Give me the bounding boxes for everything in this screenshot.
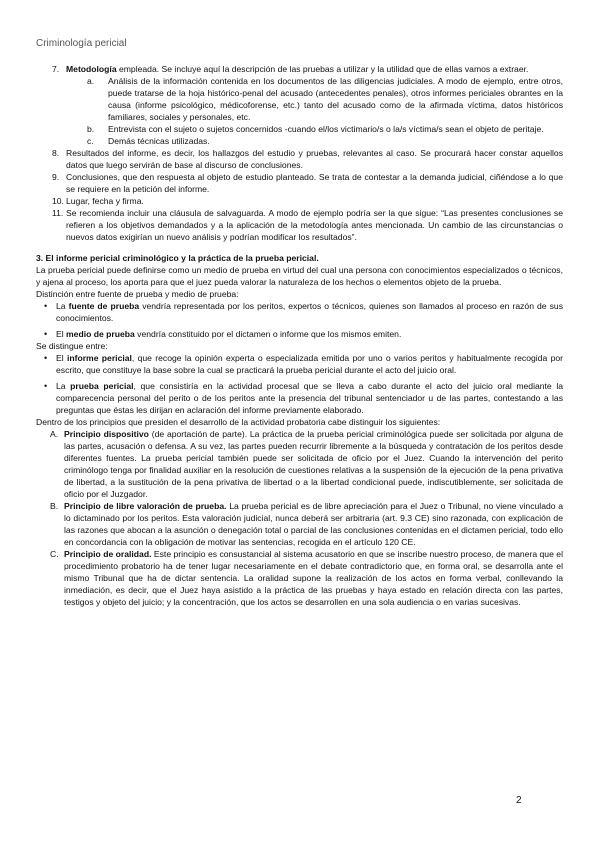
principles-intro: Dentro de los principios que presiden el desarrollo de la actividad probatoria cabe distinguir los siguientes:: [36, 417, 441, 427]
distinguish-text: Se distingue entre:: [36, 341, 108, 351]
list-item-9: 9. Conclusiones, que den respuesta al objeto de estudio planteado. Se trata de contestar a la demanda judicial, ciñéndose a lo que se requiere en la petición del informe.: [52, 172, 563, 194]
page-content: [36, 63, 563, 608]
sub-item-c: c. Demás técnicas utilizadas.: [87, 135, 563, 147]
distinction-text: Distinción entre fuente de prueba y medio de prueba:: [36, 289, 239, 299]
bullet-item: • La fuente de prueba vendría representada por los peritos, expertos o técnicos, quienes son llamados al proceso en razón de sus conocimientos.: [44, 301, 563, 323]
list-item-bold: Metodología: [66, 64, 117, 74]
list-item-text: empleada. Se incluye aquí la descripción de las pruebas a utilizar y la utilidad que de ellas vamos a extraer.: [116, 64, 529, 74]
list-item-10: 10. Lugar, fecha y firma.: [36, 195, 563, 207]
sub-item-text: Entrevista con el sujeto o sujetos concernidos -cuando el/los victimario/s o la/s víctima/s sean el objeto de peritaje.: [108, 124, 544, 134]
section-heading: 3. El informe pericial criminológico y la práctica de la prueba pericial.: [36, 253, 319, 263]
list-item-7: [36, 63, 563, 75]
bullet-item: • El medio de prueba vendría constituido por el dictamen o informe que los mismos emiten.: [44, 329, 402, 339]
page-number: 2: [516, 795, 522, 806]
list-number: 7.: [52, 64, 60, 74]
bullet-item: • El informe pericial, que recoge la opinión experta o especializada emitida por uno o varios peritos y habitualmente recogida por escrito, que constituye la base sobre la cual se practicará la prueba pericial durante el acto del juicio oral.: [44, 353, 563, 375]
bullet-icon: •: [44, 353, 48, 363]
bullet-item: • La prueba pericial, que consistiría en la actividad procesal que se lleva a cabo durante el acto del juicio oral mediante la comparecencia personal del perito o de los peritos ante la presencia del tribunal sentenciador u de las partes, contestando a las preguntas que éstas les dirijan en aclaración del informe previamente elaborado.: [44, 381, 564, 415]
sub-item-b: b. Entrevista con el sujeto o sujetos concernidos -cuando el/los victimario/s o la/s víctima/s sean el objeto de peritaje.: [87, 123, 563, 135]
principle-b: B. Principio de libre valoración de prueba. La prueba pericial es de libre apreciación para el Juez o Tribunal, no viene vinculado a lo dictaminado por los peritos. Esta valoración judicial, nunca deberá ser arbitraria (art. 9.3 CE) sino razonada, con explicación de las razones que abocan a la asunción o denegación total o parcial de las conclusiones contenidas en el dictamen pericial, todo ello en concordancia con la obligación de motivar las sentencias, recogida en el artículo 120 CE.: [50, 501, 564, 547]
list-item-8: 8. Resultados del informe, es decir, los hallazgos del estudio y pruebas, relevantes al caso. Se procurará hacer constar aquellos datos que luego servirán de base al discurso de conclusiones.: [52, 148, 563, 170]
bullet-icon: •: [44, 329, 48, 339]
section-intro: La prueba pericial puede definirse como un medio de prueba en virtud del cual una persona con conocimientos especializados o técnicos, y ajena al proceso, los aporta para que el juez pueda valorar la naturaleza de los hechos o elementos objeto de la prueba.: [36, 265, 563, 287]
list-item-text: Se recomienda incluir una cláusula de salvaguarda. A modo de ejemplo podría ser la que sigue: “Las presentes conclusiones se refieren a los objetivos demandados y a la aplicación de la metodología antes mencionada. Un cambio de las circunstancias o nuevos datos exigirían un nuevo análisis y podrían modificar los resultados”.: [66, 208, 563, 242]
running-header: Criminología pericial: [36, 38, 127, 49]
bullet-icon: •: [44, 301, 48, 311]
sub-item-a: a. Análisis de la información contenida en los documentos de las diligencias judiciales. A modo de ejemplo, entre otros, puede tratarse de la hoja histórico-penal del acusado (antecedentes penales), otros informes periciales obrantes en la causa (informe psicológico, médicoforense, etc.) tanto del acusado como de la afirmada víctima, datos históricos familiares, sociales y personales, etc.: [87, 76, 563, 122]
sub-item-text: Demás técnicas utilizadas.: [108, 136, 210, 146]
list-item-text: Lugar, fecha y firma.: [66, 196, 144, 206]
list-item-text: Conclusiones, que den respuesta al objeto de estudio planteado. Se trata de contestar a la demanda judicial, ciñéndose a lo que se requiere en la petición del informe.: [66, 172, 563, 194]
bullet-icon: •: [44, 381, 48, 391]
sub-item-text: Análisis de la información contenida en los documentos de las diligencias judiciales. A modo de ejemplo, entre otros, puede tratarse de la hoja histórico-penal del acusado (antecedentes penales), otros informes periciales obrantes en la causa (informe psicológico, médicoforense, etc.) tanto del acusado como de la afirmada víctima, datos históricos familiares, sociales y personales, etc.: [108, 76, 563, 122]
principle-a: A. Principio dispositivo (de aportación de parte). La práctica de la prueba pericial criminológica puede ser solicitada por alguna de las partes, acusación o defensa. A su vez, las partes pueden recurrir libremente a la búsqueda y contratación de los peritos desde diferentes fuentes. La prueba pericial también puede ser solicitada de oficio por el Juez. Cuando la intervención del perito criminólogo tenga por finalidad auxiliar en la resolución de cuestiones relativas a la suspensión de la ejecución de la pena privativa de libertad, a la sustitución de la pena privativa de libertad o a la libertad condicional puede, indiscutiblemente, ser solicitada de oficio por el Juzgador.: [50, 429, 564, 499]
list-item-11: 11. Se recomienda incluir una cláusula de salvaguarda. A modo de ejemplo podría ser la que sigue: “Las presentes conclusiones se refieren a los objetivos demandados y a la aplicación de la metodología antes mencionada. Un cambio de las circunstancias o nuevos datos exigirían un nuevo análisis y podrían modificar los resultados”.: [52, 208, 563, 242]
list-item-text: Resultados del informe, es decir, los hallazgos del estudio y pruebas, relevantes al caso. Se procurará hacer constar aquellos datos que luego servirán de base al discurso de conclusiones.: [66, 148, 563, 170]
principle-c: C. Principio de oralidad. Este principio es consustancial al sistema acusatorio en que se inscribe nuestro proceso, de manera que el procedimiento probatorio ha de tener lugar necesariamente en el debate contradictorio que, en forma oral, se desarrolla ante el mismo Tribunal que ha de dictar sentencia. La oralidad supone la realización de los actos en forma verbal, conllevando la inmediación, es decir, que el Juez haya asistido a la práctica de las pruebas y haya estado en relación directa con las partes, testigos y objeto del juicio; y la concentración, que los actos se desarrollen en una sola audiencia o en varias sucesivas.: [50, 549, 563, 607]
